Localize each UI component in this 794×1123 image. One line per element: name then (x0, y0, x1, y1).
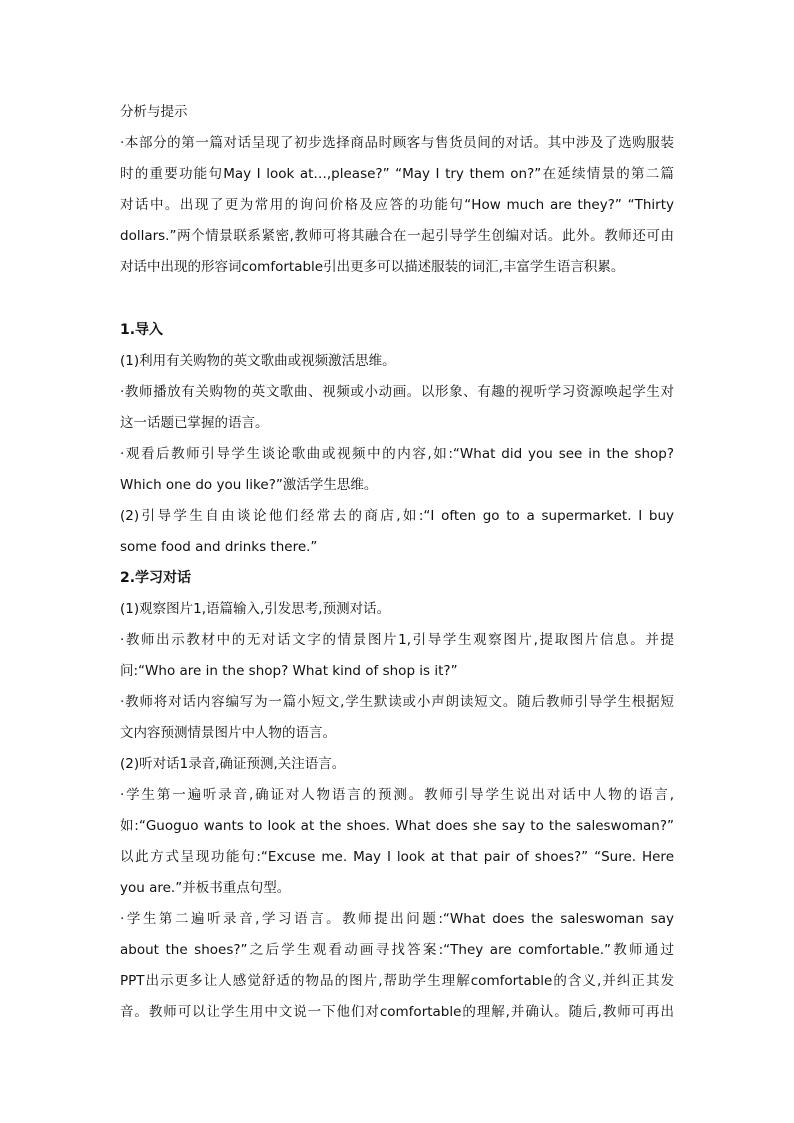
subheading: (1)观察图片1,语篇输入,引发思考,预测对话。 (120, 601, 391, 617)
paragraph-line: ·学生第二遍听录音,学习语言。教师提出问题:“What does the saleswoman say (120, 911, 674, 927)
paragraph-line: 以此方式呈现功能句:“Excuse me. May I look at that pair of shoes?” “Sure. Here (120, 849, 674, 865)
paragraph-line: 这一话题已掌握的语言。 (120, 415, 269, 431)
subheading: (1)利用有关购物的英文歌曲或视频激活思维。 (120, 353, 396, 369)
section-title-analysis: 分析与提示 (120, 104, 188, 120)
paragraph-line: 对话中。出现了更为常用的询问价格及应答的功能句“How much are they?” “Thirty (120, 197, 674, 213)
paragraph-line: 时的重要功能句May I look at…,please?” “May I try them on?”在延续情景的第二篇 (120, 166, 674, 182)
paragraph-line: about the shoes?”之后学生观看动画寻找答案:“They are comfortable.”教师通过 (120, 942, 674, 958)
paragraph-line: ·学生第一遍听录音,确证对人物语言的预测。教师引导学生说出对话中人物的语言, (120, 787, 674, 803)
paragraph-line: ·教师播放有关购物的英文歌曲、视频或小动画。以形象、有趣的视听学习资源唤起学生对 (120, 384, 674, 400)
paragraph-line: 对话中出现的形容词comfortable引出更多可以描述服装的词汇,丰富学生语言积累。 (120, 259, 625, 275)
paragraph-line: ·教师出示教材中的无对话文字的情景图片1,引导学生观察图片,提取图片信息。并提 (120, 632, 674, 648)
paragraph-line: PPT出示更多让人感觉舒适的物品的图片,帮助学生理解comfortable的含义,并纠正其发 (120, 973, 674, 989)
paragraph-line: some food and drinks there.” (120, 539, 318, 555)
paragraph-line: ·教师将对话内容编写为一篇小短文,学生默读或小声朗读短文。随后教师引导学生根据短 (120, 694, 674, 710)
heading-intro: 1.导入 (120, 322, 164, 338)
heading-dialogue: 2.学习对话 (120, 570, 192, 586)
paragraph-line: you are.”并板书重点句型。 (120, 880, 291, 896)
paragraph-line: 音。教师可以让学生用中文说一下他们对comfortable的理解,并确认。随后,教师可再出 (120, 1004, 674, 1020)
paragraph-line: ·观看后教师引导学生谈论歌曲或视频中的内容,如:“What did you see in the shop? (120, 446, 674, 462)
paragraph-line: (2)引导学生自由谈论他们经常去的商店,如:“I often go to a supermarket. I buy (120, 508, 674, 524)
paragraph-line: 文内容预测情景图片中人物的语言。 (120, 725, 336, 741)
paragraph-line: 问:“Who are in the shop? What kind of shop is it?” (120, 663, 458, 679)
paragraph-line: ·本部分的第一篇对话呈现了初步选择商品时顾客与售货员间的对话。其中涉及了选购服装 (120, 135, 674, 151)
subheading: (2)听对话1录音,确证预测,关注语言。 (120, 756, 346, 772)
paragraph-line: 如:“Guoguo wants to look at the shoes. What does she say to the saleswoman?” (120, 818, 674, 834)
paragraph-line: Which one do you like?”激活学生思维。 (120, 477, 378, 493)
paragraph-line: dollars.”两个情景联系紧密,教师可将其融合在一起引导学生创编对话。此外。教师还可由 (120, 228, 674, 244)
